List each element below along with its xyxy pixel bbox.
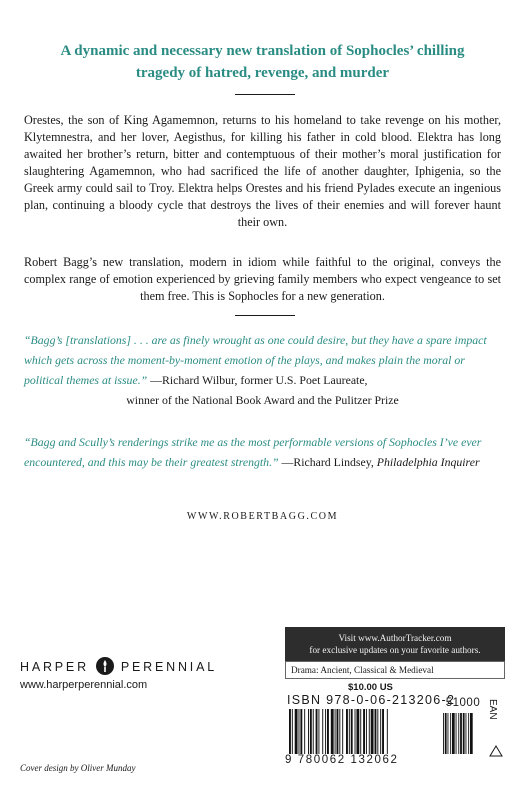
cover-credit: Cover design by Oliver Munday [20,763,136,773]
publisher-url[interactable]: www.harperperennial.com [20,679,148,691]
blurb-wilbur-quote: “Bagg’s [translations] . . . are as finely wrought as one could desire, but they have a spare impact which gets across the moment-by-moment emotion of the plays, and makes plain the moral or political themes at issue.” [24,333,487,387]
author-tracker-box [285,627,505,661]
synopsis-paragraph-2: Robert Bagg’s new translation, modern in idiom while faithful to the original, conveys the complex range of emotion experienced by grieving family members who expect vengeance to set them free. This is Sophocles for a new generation. [24,255,501,303]
addon-digits: 51000 [445,697,481,709]
author-website[interactable]: WWW.ROBERTBAGG.COM [186,511,339,522]
divider-middle [235,315,295,316]
blurb-lindsey-attribution: —Richard Lindsey, [278,455,377,469]
isbn-label: ISBN 978-0-06-213206-2 [287,693,456,707]
blurb-wilbur-attribution-line-2: winner of the National Book Award and the Pulitzer Prize [126,393,399,407]
blurb-lindsey-quote: “Bagg and Scully’s renderings strike me as the most performable versions of Sophocles I’ve ever encountered, and this may be their greatest strength.” [24,435,482,469]
torch-icon [95,656,115,676]
synopsis-paragraph-1: Orestes, the son of King Agamemnon, returns to his homeland to take revenge on his mother, Klytemnestra, and her lover, Aegisthus, for killing his father in cold blood. Elektra has long awaited her brother’s return, bitter and contemptuous of their mother’s moral justification for slaughtering Agamemnon, who had sacrificed the life of another daughter, Iphigenia, so the Greek army could sail to Troy. Elektra helps Orestes and his friend Pylades execute an ingenious plan, continuing a bloody cycle that destroys the lives of their enemies and will forever haunt their own. [24,113,501,229]
publisher-name-left: HARPER [20,660,89,674]
barcode-digits: 9 780062 132062 [285,754,399,766]
publisher-name-right: PERENNIAL [120,660,217,674]
headline-line-1: A dynamic and necessary new translation of Sophocles’ chilling [60,43,465,59]
divider-top [235,94,295,95]
ean-label: EAN [487,699,498,720]
publisher-logo [20,656,230,676]
blurb-wilbur [24,330,501,410]
headline [20,40,505,84]
price: $10.00 US [348,682,393,693]
headline-line-2: tragedy of hatred, revenge, and murder [135,65,390,81]
blurb-lindsey [24,432,501,472]
author-tracker-line-1: Visit www.AuthorTracker.com [338,633,452,643]
blurb-lindsey-publication: Philadelphia Inquirer [376,455,480,469]
author-tracker-line-2: for exclusive updates on your favorite authors. [309,645,481,655]
genre-label: Drama: Ancient, Classical & Medieval [285,661,505,679]
blurb-wilbur-attribution: —Richard Wilbur, former U.S. Poet Laureate, [147,373,368,387]
warning-triangle-icon [489,745,503,757]
barcode [285,709,485,754]
